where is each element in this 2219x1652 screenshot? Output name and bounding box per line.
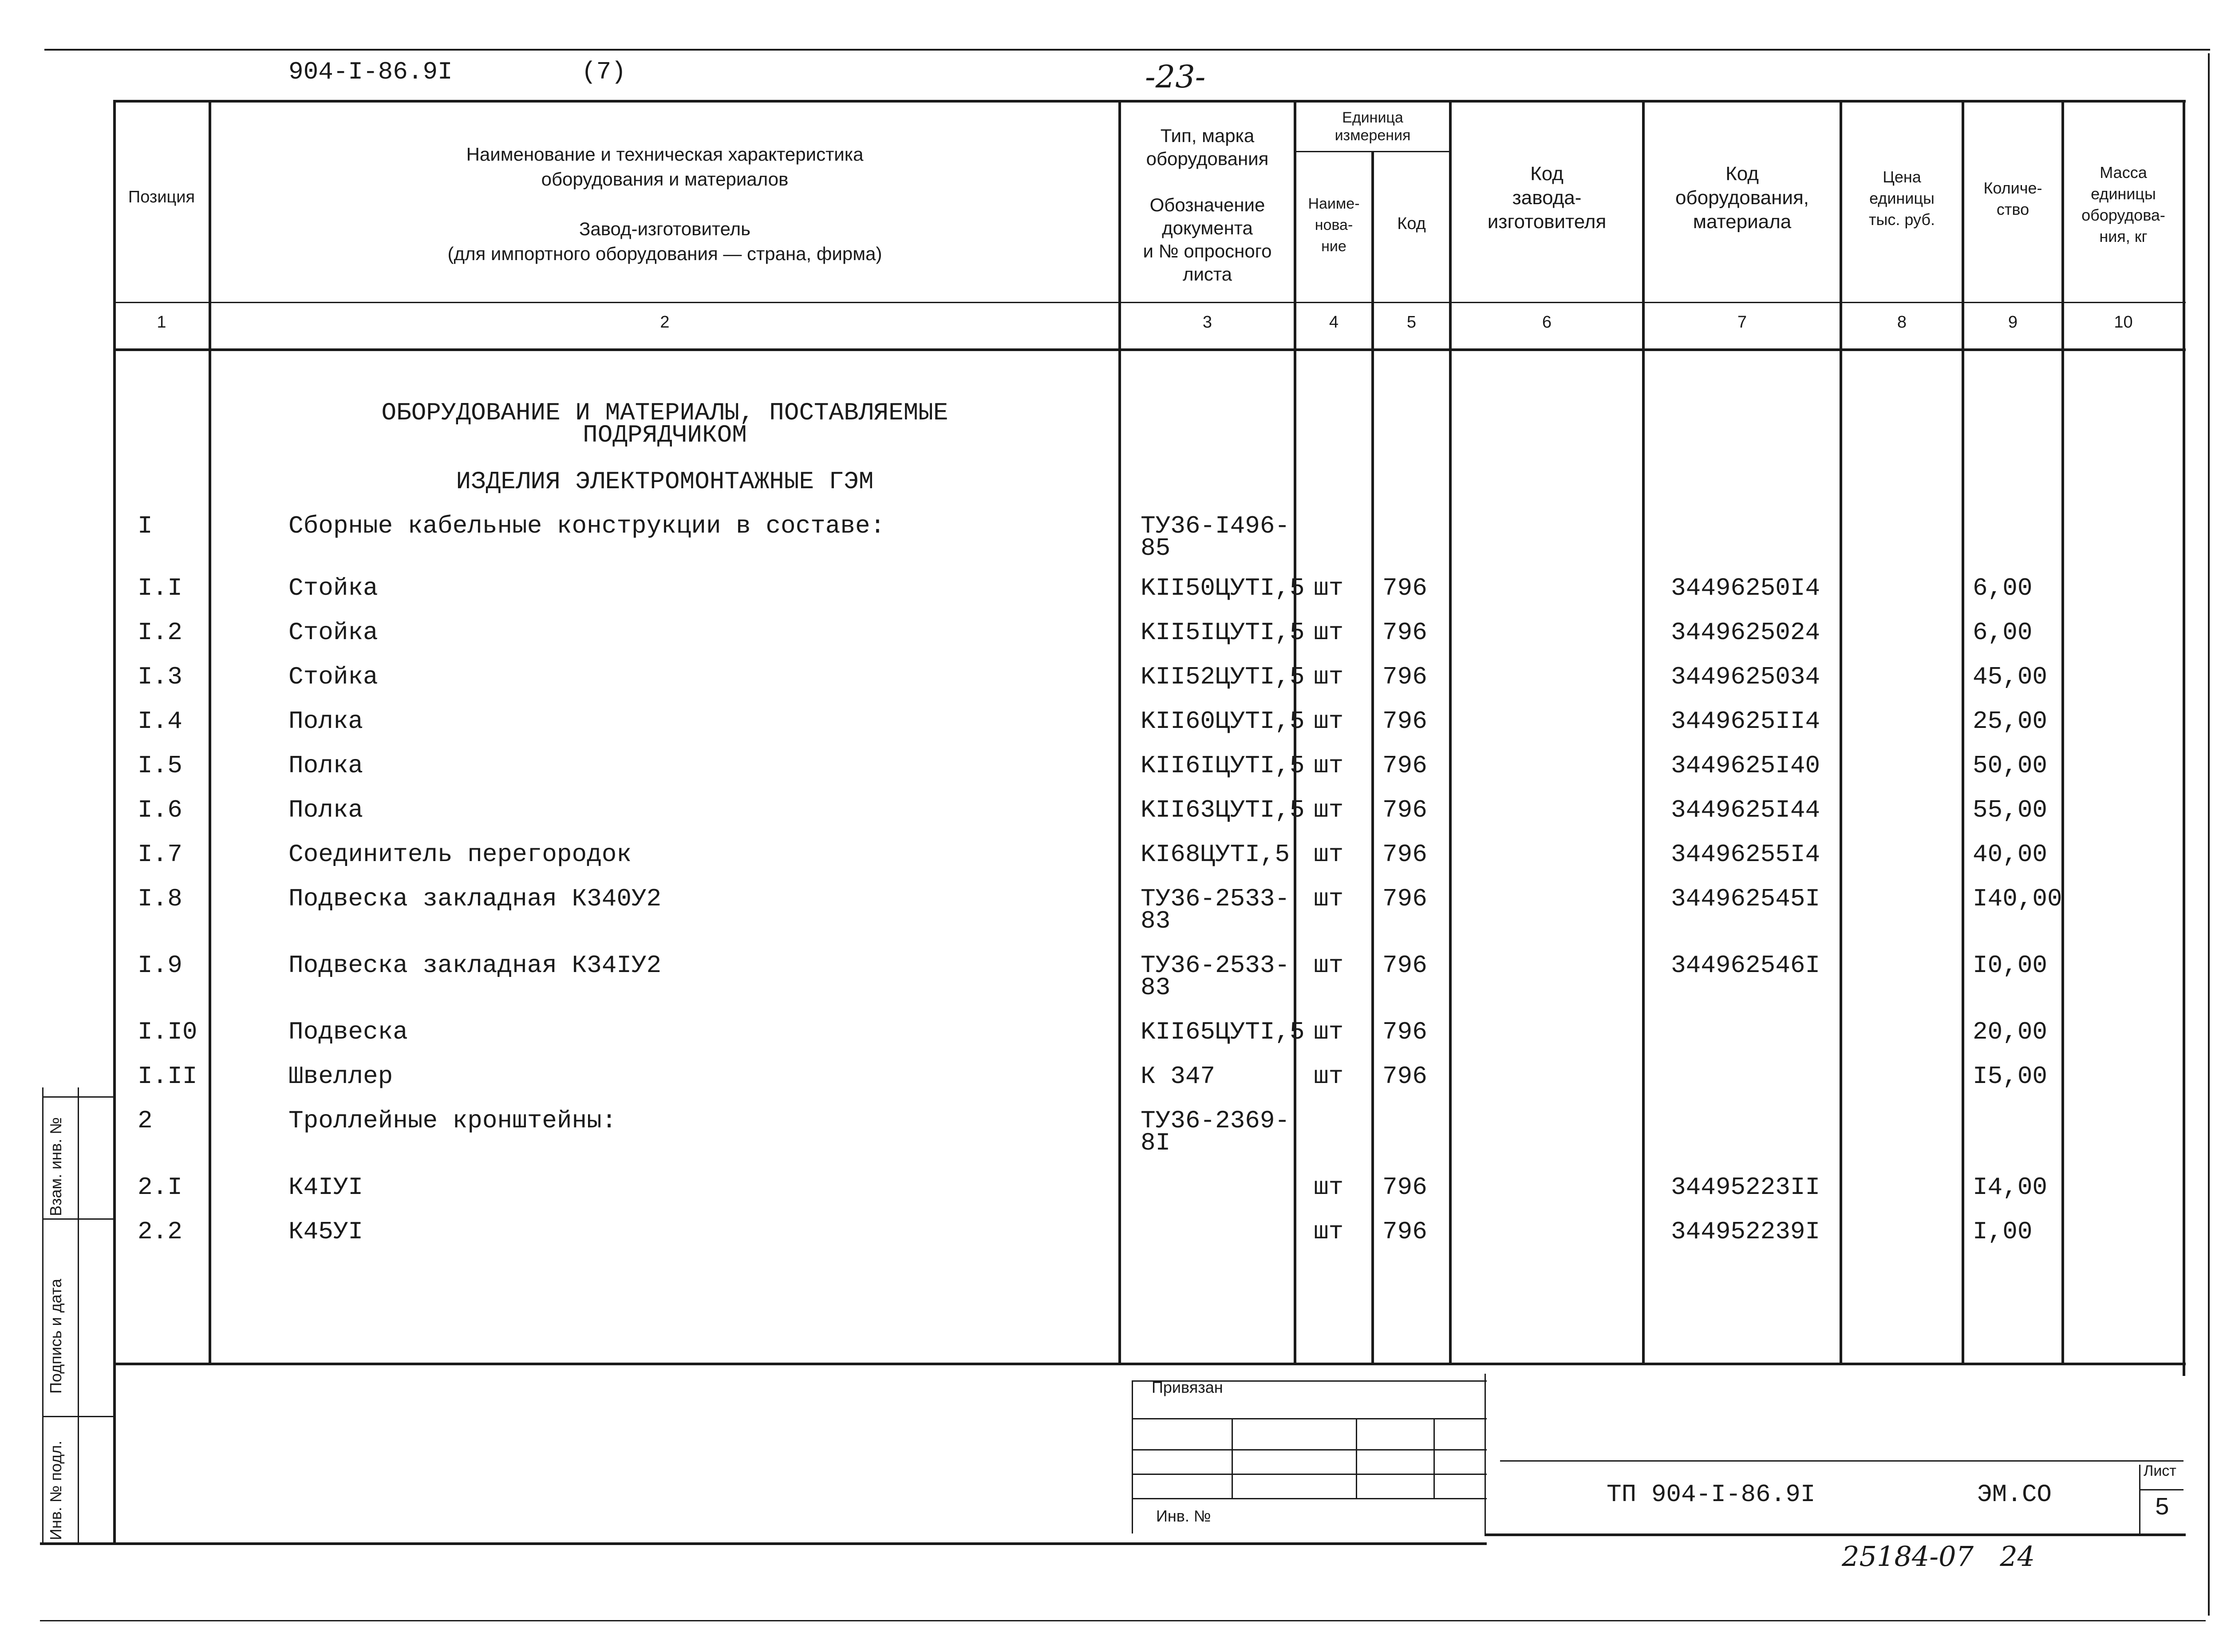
row-type: KII65ЦУТI,5 [1141,1018,1305,1046]
row-quantity: 20,00 [1973,1018,2048,1046]
row-position: I.6 [138,796,182,824]
row-equipment-code: 3449625I44 [1671,796,1820,824]
title-doc-code: ТП 904-I-86.9I [1607,1480,1816,1509]
row-type: ТУ36-I496- 85 [1141,512,1290,562]
row-unit: шт [1314,751,1344,780]
row-quantity: I4,00 [1973,1173,2048,1201]
row-unit-code: 796 [1382,574,1427,602]
row-unit-code: 796 [1382,618,1427,647]
header-unit-code: Код [1397,214,1426,233]
row-unit: шт [1314,574,1344,602]
header-equip-code: Код оборудования, материала [1675,163,1809,233]
row-position: 2.2 [138,1217,182,1246]
row-unit: шт [1314,618,1344,647]
sheet-box-left [2139,1465,2140,1533]
number-row-rule [113,302,2186,303]
colnum-10: 10 [2114,313,2133,332]
row-unit: шт [1314,796,1344,824]
row-type: К 347 [1141,1062,1216,1091]
side-rule-2 [42,1218,113,1220]
stamp-left [1132,1380,1133,1533]
doc-code-top: 904-I-86.9I [288,58,453,86]
page-number: -23- [1145,59,1206,95]
stamp-rule-4 [1132,1498,1487,1499]
col-sep-4 [1371,151,1374,1363]
row-unit-code: 796 [1382,1018,1427,1046]
row-unit: шт [1314,840,1344,869]
row-unit: шт [1314,951,1344,980]
row-unit: шт [1314,707,1344,735]
row-type: KII50ЦУТI,5 [1141,574,1305,602]
row-type: KII60ЦУТI,5 [1141,707,1305,735]
colnum-2: 2 [660,313,670,332]
side-rule-3 [42,1416,113,1417]
row-position: 2 [138,1107,153,1135]
row-position: I.2 [138,618,182,647]
row-position: I [138,512,153,540]
colnum-5: 5 [1406,313,1417,332]
colnum-8: 8 [1897,313,1907,332]
header-unit-group: Единица измерения [1335,109,1411,144]
row-position: I.I0 [138,1018,197,1046]
colnum-1: 1 [157,313,166,332]
row-equipment-code: 344962545I [1671,885,1820,913]
header-bottom-rule [113,348,2186,351]
bottom-frame-rule [40,1542,1487,1545]
row-name: Стойка [288,618,378,647]
row-unit: шт [1314,663,1344,691]
stamp-bound-label: Привязан [1152,1378,1223,1396]
row-quantity: I40,00 [1973,885,2062,913]
row-name: Полка [288,796,363,824]
title-block-bottom [1485,1533,2186,1536]
section-title: ОБОРУДОВАНИЕ И МАТЕРИАЛЫ, ПОСТАВЛЯЕМЫЕ ПОДРЯДЧИКОМ [381,399,948,449]
header-position: Позиция [128,188,195,206]
row-name: Троллейные кронштейны: [288,1107,617,1135]
sheet-label: Лист [2144,1462,2176,1479]
col-sep-9 [2061,100,2064,1363]
section-subtitle: ИЗДЕЛИЯ ЭЛЕКТРОМОНТАЖНЫЕ ГЭМ [456,467,874,496]
row-unit-code: 796 [1382,1217,1427,1246]
row-quantity: 55,00 [1973,796,2048,824]
header-type: Тип, марка оборудования Обозначение документа и № опросного листа [1143,125,1272,285]
row-equipment-code: 34495223II [1671,1173,1820,1201]
row-name: Подвеска закладная К34IУ2 [288,951,662,980]
row-unit: шт [1314,1217,1344,1246]
bottom-margin-rule [40,1620,2206,1621]
sheet-box-rule [2139,1489,2183,1490]
row-name: К45УI [288,1217,363,1246]
row-position: I.4 [138,707,182,735]
col-sep-5 [1449,100,1452,1363]
side-replace-inv: Взам. инв. № [47,1117,65,1216]
row-quantity: 6,00 [1973,574,2033,602]
row-type: KII5IЦУТI,5 [1141,618,1305,647]
row-quantity: I5,00 [1973,1062,2048,1091]
row-name: К4IУI [288,1173,363,1201]
row-quantity: 50,00 [1973,751,2048,780]
row-unit-code: 796 [1382,840,1427,869]
row-position: I.II [138,1062,197,1091]
row-unit-code: 796 [1382,1062,1427,1091]
frame-top [113,100,2186,103]
row-quantity: 6,00 [1973,618,2033,647]
row-type: ТУ36-2533- 83 [1141,885,1290,935]
row-name: Стойка [288,663,378,691]
row-name: Полка [288,751,363,780]
row-equipment-code: 3449625II4 [1671,707,1820,735]
row-unit-code: 796 [1382,663,1427,691]
row-position: I.I [138,574,182,602]
row-equipment-code: 3449625I40 [1671,751,1820,780]
row-equipment-code: 344952239I [1671,1217,1820,1246]
row-name: Подвеска [288,1018,408,1046]
row-equipment-code: 3449625024 [1671,618,1820,647]
row-name: Соединитель перегородок [288,840,632,869]
stamp-vsep-1 [1232,1418,1233,1498]
col-sep-2 [1118,100,1121,1363]
header-unit-name: Наиме- нова- ние [1308,195,1360,255]
row-position: I.9 [138,951,182,980]
row-quantity: 45,00 [1973,663,2048,691]
row-type: KI68ЦУТI,5 [1141,840,1290,869]
row-quantity: I0,00 [1973,951,2048,980]
row-unit: шт [1314,885,1344,913]
title-mark: ЭМ.СО [1977,1480,2052,1509]
row-equipment-code: 344962546I [1671,951,1820,980]
row-name: Подвеска закладная К340У2 [288,885,662,913]
header-mass: Масса единицы оборудова- ния, кг [2081,163,2165,245]
right-margin-rule [2208,53,2210,1616]
row-unit: шт [1314,1018,1344,1046]
side-rule-1 [42,1096,113,1098]
colnum-4: 4 [1329,313,1339,332]
colnum-3: 3 [1202,313,1212,332]
row-unit-code: 796 [1382,707,1427,735]
title-block-rule [1500,1460,2183,1462]
col-sep-1 [209,100,211,1363]
row-type: KII6IЦУТI,5 [1141,751,1305,780]
row-equipment-code: 3449625034 [1671,663,1820,691]
side-strip-mid [78,1087,79,1545]
row-type: ТУ36-2369- 8I [1141,1107,1290,1157]
row-position: 2.I [138,1173,182,1201]
row-name: Швеллер [288,1062,393,1091]
header-name: Наименование и техническая характеристика оборудования и материалов Завод-изготовитель (для импортного оборудования — страна, фирма) [447,144,882,264]
part-number: (7) [581,58,626,86]
side-strip-left [42,1087,43,1545]
row-unit: шт [1314,1173,1344,1201]
row-name: Сборные кабельные конструкции в составе: [288,512,885,540]
row-equipment-code: 34496255I4 [1671,840,1820,869]
row-position: I.3 [138,663,182,691]
header-qty: Количе- ство [1983,179,2042,218]
col-sep-8 [1962,100,1964,1363]
row-position: I.7 [138,840,182,869]
row-quantity: I,00 [1973,1217,2033,1246]
archive-number: 25184-07 24 [1842,1540,2035,1573]
row-unit: шт [1314,1062,1344,1091]
row-position: I.5 [138,751,182,780]
row-unit-code: 796 [1382,751,1427,780]
header-factory-code: Код завода- изготовителя [1487,163,1607,233]
row-name: Стойка [288,574,378,602]
col-sep-7 [1840,100,1842,1363]
colnum-7: 7 [1737,313,1747,332]
top-rule [44,49,2210,51]
frame-right [2183,100,2185,1376]
row-type: ТУ36-2533- 83 [1141,951,1290,1002]
row-unit-code: 796 [1382,951,1427,980]
side-inv-orig: Инв. № подл. [47,1440,65,1540]
row-unit-code: 796 [1382,796,1427,824]
side-sign-date: Подпись и дата [47,1279,65,1394]
row-unit-code: 796 [1382,885,1427,913]
row-equipment-code: 34496250I4 [1671,574,1820,602]
row-quantity: 25,00 [1973,707,2048,735]
row-unit-code: 796 [1382,1173,1427,1201]
row-type: KII52ЦУТI,5 [1141,663,1305,691]
row-type: KII63ЦУТI,5 [1141,796,1305,824]
header-price: Цена единицы тыс. руб. [1868,168,1935,229]
stamp-right [1485,1374,1486,1533]
col-sep-6 [1642,100,1645,1363]
colnum-9: 9 [2008,313,2018,332]
colnum-6: 6 [1542,313,1552,332]
sheet-number: 5 [2155,1494,2170,1522]
row-position: I.8 [138,885,182,913]
stamp-vsep-3 [1433,1418,1435,1498]
body-bottom-rule [113,1363,2186,1365]
stamp-inv-label: Инв. № [1156,1507,1211,1525]
unit-group-rule [1294,151,1449,152]
row-quantity: 40,00 [1973,840,2048,869]
row-name: Полка [288,707,363,735]
stamp-vsep-2 [1356,1418,1357,1498]
